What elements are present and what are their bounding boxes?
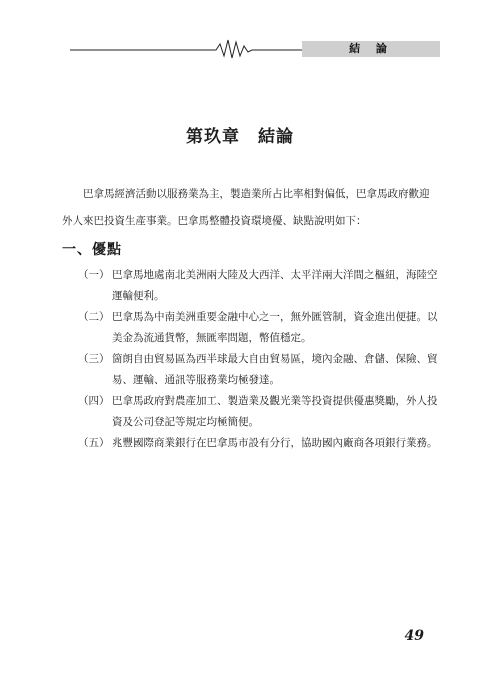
list-item-text: 巴拿馬政府對農產加工、製造業及觀光業等投資提供優惠獎勵，外人投資及公司登記等規定均極簡便。 [112, 395, 438, 428]
list-item [78, 349, 438, 391]
intro-paragraph: 巴拿馬經濟活動以服務業為主，製造業所占比率相對偏低，巴拿馬政府歡迎外人來巴投資生產事業。巴拿馬整體投資環境優、缺點說明如下： [62, 188, 430, 227]
list-item-text: 兆豐國際商業銀行在巴拿馬市設有分行，協助國內廠商各項銀行業務。 [112, 437, 438, 449]
list-item-text: 巴拿馬為中南美洲重要金融中心之一，無外匯管制，資金進出便捷。以美金為流通貨幣，無匯率問題，幣值穩定。 [112, 311, 438, 344]
advantages-list [78, 265, 438, 454]
list-item [78, 433, 438, 454]
list-item [78, 265, 438, 307]
list-item [78, 391, 438, 433]
list-item-text: 箇朗自由貿易區為西半球最大自由貿易區，境內金融、倉儲、保險、貿易、運輸、通訊等服務業均極發達。 [112, 353, 438, 386]
page-number: 49 [404, 628, 424, 644]
list-item-number: （三） [78, 353, 110, 365]
list-item-text: 巴拿馬地處南北美洲兩大陸及大西洋、太平洋兩大洋間之樞紐，海陸空運輸便利。 [112, 269, 438, 302]
list-item-number: （五） [78, 437, 110, 449]
section-tab: 結 論 [302, 41, 440, 57]
list-item-number: （一） [78, 269, 110, 281]
list-item [78, 307, 438, 349]
section-heading: 一、優點 [62, 242, 122, 258]
chapter-title: 第玖章 結論 [186, 127, 294, 147]
list-item-number: （二） [78, 311, 110, 323]
list-item-number: （四） [78, 395, 110, 407]
